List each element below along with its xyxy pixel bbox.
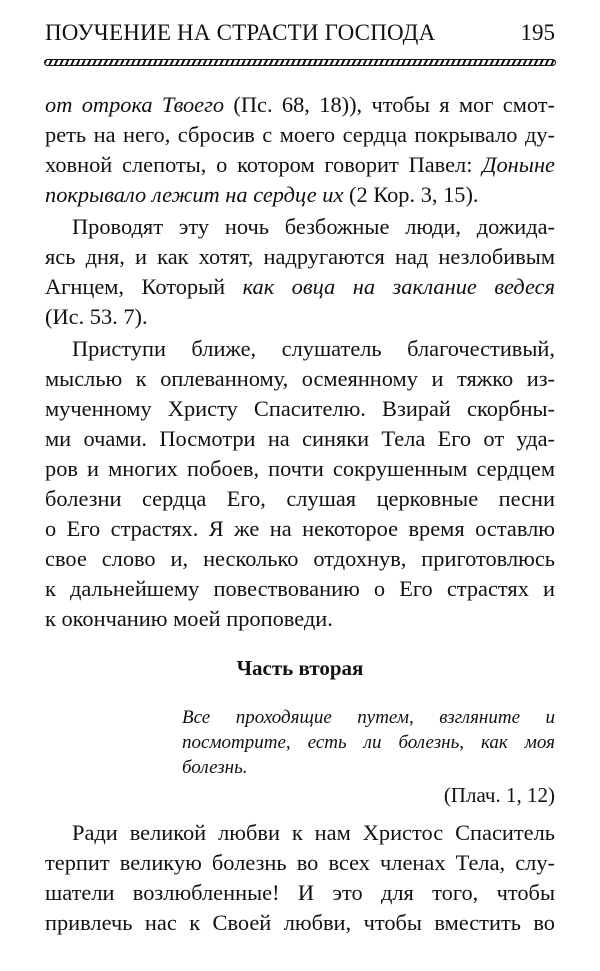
text-line: шатели возлюбленные! И это для того, чтобы (45, 880, 555, 905)
section-title: Часть вторая (236, 656, 364, 680)
text-line: (Ис. 53. 7). (45, 304, 148, 329)
page-number: 195 (520, 20, 555, 45)
text-line: болезни сердца Его, слушая церковные песни (45, 486, 555, 511)
text-line: ров и многих побоев, почти сокрушенным сердцем (45, 456, 555, 481)
text-line: к окончанию моей проповеди. (45, 606, 333, 631)
epigraph-line: Все проходящие путем, взгляните и (182, 707, 555, 728)
rope-divider (44, 59, 556, 66)
text-line: ясь дня, и как хотят, надругаются над незлобивым (45, 244, 555, 269)
text-line: о Его страстях. Я же на некоторое время оставлю (45, 516, 555, 541)
text-line: мученному Христу Спасителю. Взирай скорбны- (45, 396, 555, 421)
text-line: Приступи ближе, слушатель благочестивый, (72, 336, 555, 361)
running-header (45, 20, 555, 50)
text-line: терпит великую болезнь во всех членах Тела, слу- (45, 850, 555, 875)
epigraph-line: болезнь. (182, 757, 248, 778)
text-line: Проводят эту ночь безбожные люди, дожида- (72, 214, 555, 239)
text-line: ховной слепоты, о котором говорит Павел: Доныне (45, 152, 555, 177)
text-line: привлечь нас к Своей любви, чтобы вместить во (45, 910, 555, 935)
epigraph-line: посмотрите, есть ли болезнь, как моя (182, 732, 555, 753)
running-title: ПОУЧЕНИЕ НА СТРАСТИ ГОСПОДА (45, 20, 436, 45)
text-line: свое слово и, несколько отдохнув, приготовлюсь (45, 546, 555, 571)
epigraph-reference: (Плач. 1, 12) (443, 783, 555, 807)
text-line: Агнцем, Который как овца на заклание ведеся (45, 274, 556, 299)
text-line: от отрока Твоего (Пс. 68, 18)), чтобы я мог смот- (45, 92, 555, 117)
text-line: Ради великой любви к нам Христос Спаситель (72, 820, 555, 845)
text-line: мыслью к оплеванному, осмеянному и тяжко из- (45, 366, 555, 391)
text-line: реть на него, сбросив с моего сердца покрывало ду- (45, 122, 555, 147)
text-line: покрывало лежит на сердце их (2 Кор. 3, 15). (45, 182, 479, 207)
text-line: ми очами. Посмотри на синяки Тела Его от уда- (45, 426, 555, 451)
text-line: к дальнейшему повествованию о Его страстях и (45, 576, 555, 601)
